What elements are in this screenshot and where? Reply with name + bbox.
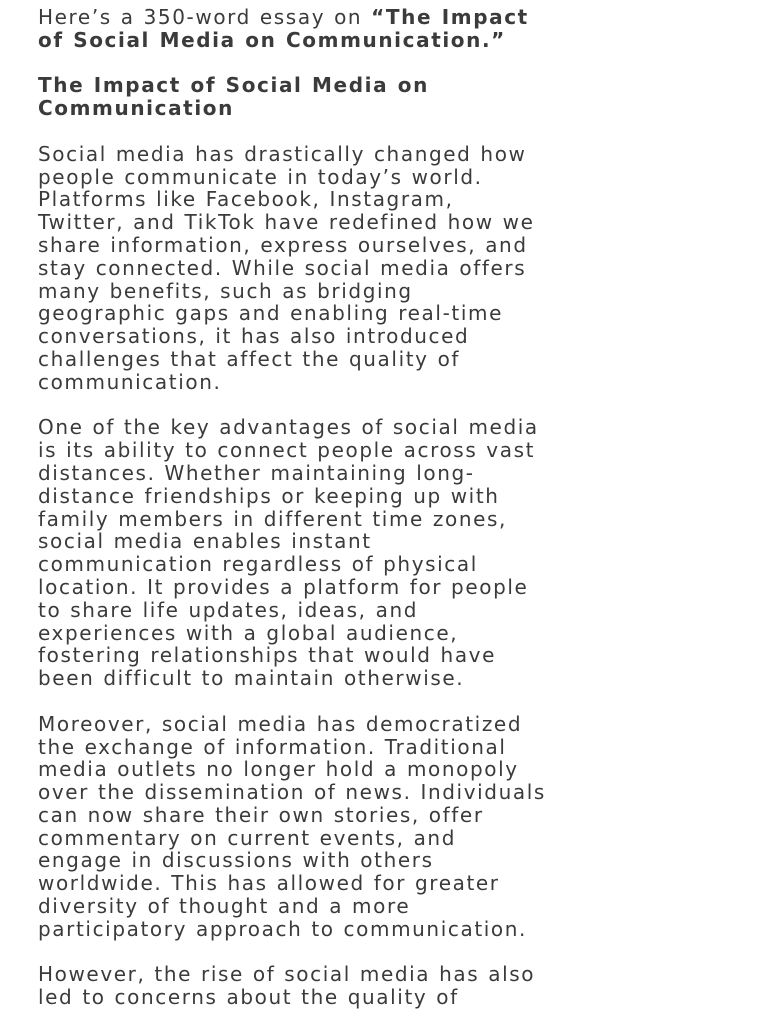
paragraph-line: However, the rise of social media has also <box>38 962 536 987</box>
paragraph-line: challenges that affect the quality of <box>38 346 461 371</box>
paragraph-line: family members in different time zones, <box>38 506 507 531</box>
essay-title <box>38 74 738 120</box>
intro-title-quote-start: “The Impact <box>371 5 529 29</box>
paragraph-line: Moreover, social media has democratized <box>38 711 523 736</box>
paragraph-line: worldwide. This has allowed for greater <box>38 871 500 896</box>
paragraph-line: diversity of thought and a more <box>38 894 411 919</box>
paragraph-line: share information, express ourselves, and <box>38 232 528 257</box>
paragraph-line: communication. <box>38 369 222 394</box>
intro-title-quote-end: of Social Media on Communication.” <box>38 27 506 52</box>
essay-title-line: Communication <box>38 96 234 121</box>
essay-body <box>38 143 738 1009</box>
paragraph-line: people communicate in today’s world. <box>38 164 483 189</box>
paragraph-line: many benefits, such as bridging <box>38 278 413 303</box>
paragraph-line: stay connected. While social media offers <box>38 255 527 280</box>
paragraph-line: commentary on current events, and <box>38 825 456 850</box>
paragraph-line: distance friendships or keeping up with <box>38 483 500 508</box>
intro-line <box>38 6 738 52</box>
paragraph-line: fostering relationships that would have <box>38 643 497 668</box>
paragraph-line: the exchange of information. Traditional <box>38 734 507 759</box>
paragraph-line: social media enables instant <box>38 529 372 554</box>
body-paragraph <box>38 143 738 394</box>
essay-title-line: The Impact of Social Media on <box>38 73 429 98</box>
paragraph-line: is its ability to connect people across vast <box>38 438 536 463</box>
paragraph-line: to share life updates, ideas, and <box>38 597 419 622</box>
intro-prefix: Here’s a 350-word essay on <box>38 5 372 29</box>
paragraph-line: engage in discussions with others <box>38 848 434 873</box>
paragraph-line: been difficult to maintain otherwise. <box>38 666 465 691</box>
paragraph-line: led to concerns about the quality of <box>38 985 459 1010</box>
paragraph-line: Platforms like Facebook, Instagram, <box>38 187 454 212</box>
paragraph-line: media outlets no longer hold a monopoly <box>38 757 519 782</box>
paragraph-line: participatory approach to communication. <box>38 916 527 941</box>
paragraph-line: can now share their own stories, offer <box>38 802 484 827</box>
paragraph-line: Twitter, and TikTok have redefined how we <box>38 210 535 235</box>
paragraph-line: location. It provides a platform for people <box>38 574 529 599</box>
paragraph-line: geographic gaps and enabling real-time <box>38 301 503 326</box>
paragraph-line: conversations, it has also introduced <box>38 324 470 349</box>
paragraph-line: distances. Whether maintaining long- <box>38 460 475 485</box>
essay-document <box>38 6 738 1032</box>
paragraph-line: Social media has drastically changed how <box>38 141 527 166</box>
paragraph-line: experiences with a global audience, <box>38 620 459 645</box>
body-paragraph <box>38 713 738 941</box>
body-paragraph <box>38 416 738 690</box>
body-paragraph <box>38 963 738 1009</box>
paragraph-line: One of the key advantages of social media <box>38 415 539 440</box>
paragraph-line: communication regardless of physical <box>38 552 478 577</box>
paragraph-line: over the dissemination of news. Individuals <box>38 780 546 805</box>
